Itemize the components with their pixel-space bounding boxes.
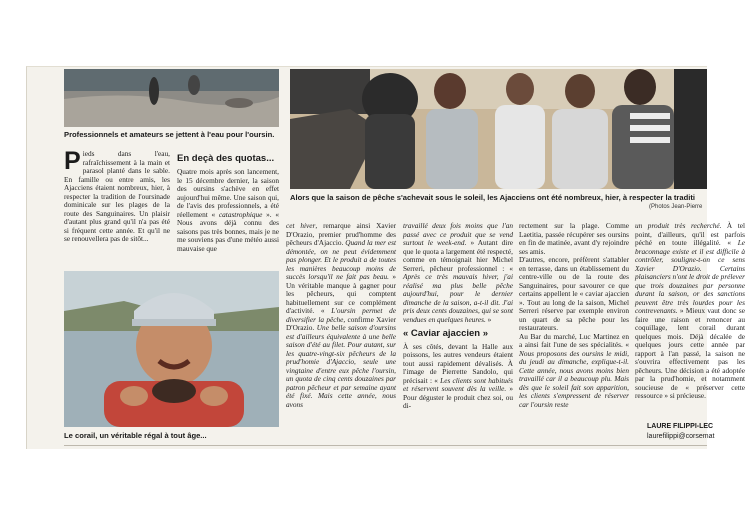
col4-d: » bbox=[485, 314, 492, 324]
photo-urchin-divers-image bbox=[64, 69, 279, 127]
col3-b: , remarque ainsi Xavier D'Orazio, premier prud'homme des pêcheurs d'Ajaccio. bbox=[286, 221, 396, 247]
caption-top-right: Alors que la saison de pêche s'achevait sous le soleil, les Ajacciens ont été nombreux, hier, à respecter la traditi bbox=[290, 193, 695, 202]
col4-e: À ses côtés, devant la Halle aux poissons, les autres vendeurs étaient tout aussi rapidement dévalisés. À l'image de Pierrette Sandolo, qui précisait : « bbox=[403, 341, 513, 385]
col3-f: confirme Xavier D'Orazio. bbox=[286, 314, 396, 332]
col3-d: » Un véritable manque à gagner pour les pêcheurs, qui comptent habituellement sur ce complément d'activité. « bbox=[286, 272, 396, 315]
photo-beach-group bbox=[290, 69, 707, 189]
col6-b: À tel point, d'ailleurs, qu'il est parfois péché en toute illégalité. « bbox=[635, 221, 745, 247]
page-bottom-rule bbox=[64, 445, 707, 446]
col5-a: rectement sur la plage. Comme Laetitia, passée récupérer ses oursins en fin de matinée, avant d'y rejoindre ses amis. bbox=[519, 221, 629, 256]
col3-c: Quand la mer est démontée, on ne peut évidemment pas plonger. Et le produit a de toutes les manières beaucoup moins de succès lorsqu'il ne fait pas beau. bbox=[286, 238, 396, 281]
photo-credit: (Photos Jean-Pierre bbox=[649, 204, 703, 210]
photo-boy-image bbox=[64, 271, 279, 427]
author-signature: LAURE FILIPPI-LEC bbox=[647, 423, 714, 430]
photo-beach-group-image bbox=[290, 69, 707, 189]
col4-c: Après ce très mauvais hiver, j'ai réalisé ma plus belle pêche aujourd'hui, pour le dernier dimanche de la saison, a-t-il dit. J'ai pris deux cents douzaines, qui se sont vendues en quelques heures. bbox=[403, 272, 513, 324]
section-heading-caviar: « Caviar ajaccien » bbox=[403, 328, 489, 339]
col3-g: Une belle saison d'oursins est d'ailleurs équivalente à une belle saison d'été au filet. Pour autant, sur les quatre-vingt-six pêcheurs de la prud'homie d'Ajaccio, seule une vingtaine d'entre eux pêche l'oursin, un quota de cinq cents douzaines par patron pêcheur et par semaine ayant été fixé. Mais cette année, nous avons bbox=[286, 323, 396, 409]
col6-a: un produit très recherché. bbox=[635, 221, 722, 230]
col5-c: Au Bar du marché, Luc Martinez en a ainsi fait l'une de ses spécialités. « bbox=[519, 331, 629, 349]
col4-a: travaillé deux fois moins que l'an passé avec ce produit que se vend surtout le week-end. bbox=[403, 221, 513, 247]
col4-b: » Autant dire que le quota a largement été respecté, comme en témoignait hier Michel Serreri, pêcheur professionnel : « bbox=[403, 238, 513, 273]
article-column-6 bbox=[635, 222, 745, 428]
article-column-5 bbox=[519, 222, 629, 409]
col3-e: L'oursin permet de diversifier la pêche, bbox=[286, 306, 396, 324]
quotas-text-a: Quatre mois après son lancement, le 15 décembre dernier, la saison des oursins s'achève en effet aujourd'hui même. Une saison qui, de l'avis des professionnels, a été réellement « bbox=[177, 167, 279, 219]
col3-a: cet hiver bbox=[286, 221, 316, 230]
photo-boy-eating-urchin bbox=[64, 271, 279, 427]
article-column-3 bbox=[286, 222, 396, 409]
author-email[interactable]: laurefilippi@corsemat bbox=[647, 433, 715, 440]
col5-b: D'autres, encore, préfèrent s'attabler en terrasse, dans un établissement du centre-ville ou de la route des Sanguinaires, pour savourer ce que certains appellent le « caviar ajaccien ». Tout au long de la saison, Michel Serreri réserve par exemple environ un quart de sa pêche pour les restaurateurs. bbox=[519, 255, 629, 332]
caption-top-left: Professionnels et amateurs se jettent à l'eau pour l'oursin. bbox=[64, 130, 275, 139]
quotas-text-b: ». « Nous avons déjà connu des saisons pas très bonnes, mais je ne me souviens pas d'une météo aussi mauvaise que bbox=[177, 209, 279, 253]
quotas-quote: catastrophique bbox=[218, 209, 263, 219]
newspaper-clipping bbox=[26, 66, 745, 449]
col4-f: Les clients sont habitués et réservent souvent dès la veille. bbox=[403, 375, 513, 393]
drop-cap: P bbox=[64, 147, 81, 175]
col5-d: Nous proposons des oursins le midi, du jeudi au dimanche, explique-t-il. Cette année, nous avons moins bien travaillé car il a beaucoup plu. Mais dès que le soleil fait son apparition, les clients s'empressent de réserver car l'oursin reste bbox=[519, 348, 629, 409]
intro-paragraph bbox=[64, 147, 170, 244]
section-heading-quotas: En deçà des quotas... bbox=[177, 153, 275, 164]
col6-c: Le braconnage existe et il est difficile à contrôler, souligne-t-on ce sens Xavier D'Orazio. Certains plaisanciers n'ont le droit de prélever que trois douzaines par personne durant la saison, or des sanctions peuvent être très lourdes pour les contrevenants. bbox=[635, 238, 745, 315]
caption-bottom-left: Le corail, un véritable régal à tout âge... bbox=[64, 431, 207, 440]
photo-urchin-divers bbox=[64, 69, 279, 127]
col4-g: » Pour déguster le produit chez soi, ou di- bbox=[403, 384, 513, 410]
intro-text: ieds dans l'eau, rafraîchissement à la main et parasol planté dans le sable. En famille ou entre amis, les Ajacciens étaient nombreux, hier, à respecter la tradition de l'oursinade dominicale sur les plages de la route des Sanguinaires. Un plaisir d'autant plus grand qu'il n'a pas été si fréquent cette année. Et qu'il ne se renouvellera pas de sitôt... bbox=[64, 149, 170, 243]
article-column-4 bbox=[403, 222, 513, 411]
section-quotas-column bbox=[177, 168, 279, 253]
col6-d: » Mieux vaut donc se faire une raison et renoncer au coquillage, lent corail durant quelques mois. Déjà décalée de quelques jours cette année par rapport à l'an passé, la saison ne s'ouvrira effectivement pas les pêcheurs. Une décision a été adoptée par la prud'homie, et notamment soucieuse de « préserver cette ressource » si précieuse. bbox=[635, 306, 745, 400]
